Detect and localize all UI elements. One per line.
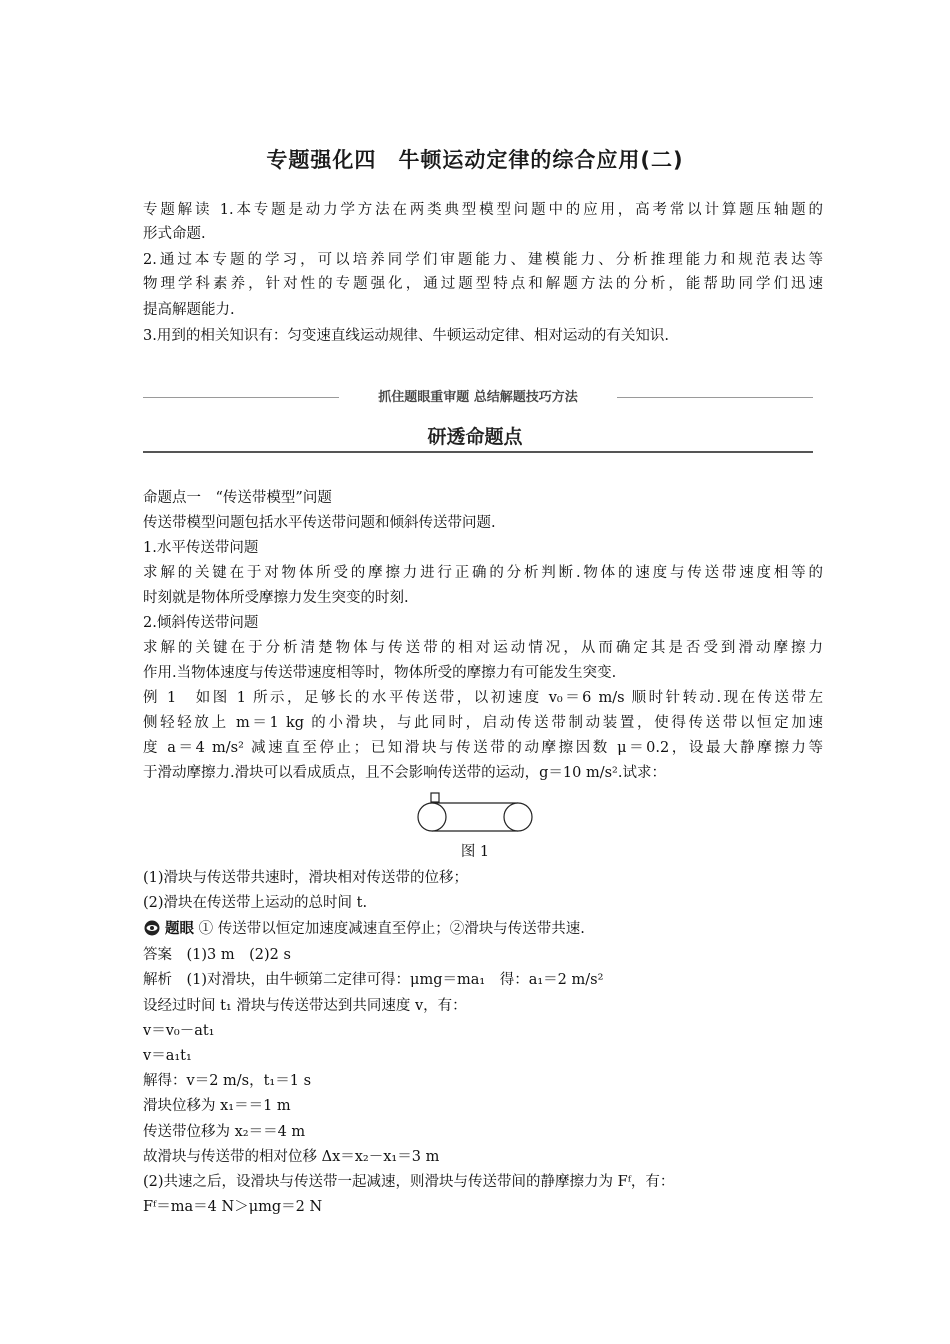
banner-text: 抓住题眼重审题 总结解题技巧方法 xyxy=(378,390,578,405)
intro-line-5: 提高解题能力. xyxy=(143,302,235,318)
body-line-5: 时刻就是物体所受摩擦力发生突变的时刻. xyxy=(143,590,409,606)
slider-block xyxy=(431,793,439,802)
tiyan-text: ① 传送带以恒定加速度减速直至停止；②滑块与传送带共速. xyxy=(198,921,585,937)
question-2: (2)滑块在传送带上运动的总时间 t. xyxy=(143,895,368,911)
body-line-7: 求解的关键在于分析清楚物体与传送带的相对运动情况，从而确定其是否受到滑动摩擦力 xyxy=(143,640,823,656)
solution-line-4: 滑块位移为 x₁＝＝1 m xyxy=(143,1098,291,1114)
example-line-4: 于滑动摩擦力.滑块可以看成质点，且不会影响传送带的运动，g＝10 m/s².试求： xyxy=(143,765,666,781)
body-line-1: 命题点一 “传送带模型”问题 xyxy=(143,490,332,506)
body-line-6: 2.倾斜传送带问题 xyxy=(143,615,259,631)
body-line-3: 1.水平传送带问题 xyxy=(143,540,259,556)
question-1: (1)滑块与传送带共速时，滑块相对传送带的位移； xyxy=(143,870,469,886)
tiyan-line xyxy=(143,917,823,941)
section-heading: 研透命题点 xyxy=(427,426,523,448)
page-title: 专题强化四 牛顿运动定律的综合应用(二) xyxy=(266,148,684,172)
figure-caption: 图 1 xyxy=(460,844,490,860)
example-line-1: 例 1 如图 1 所示，足够长的水平传送带，以初速度 v₀＝6 m/s 顺时针转动.现在传送带左 xyxy=(143,690,823,706)
conveyor-belt-figure xyxy=(412,792,538,840)
equation-2: v＝a₁t₁ xyxy=(143,1048,192,1064)
answer-line: 答案 (1)3 m (2)2 s xyxy=(143,947,291,963)
section-banner xyxy=(143,386,813,410)
solution-line-5: 传送带位移为 x₂＝＝4 m xyxy=(143,1124,306,1140)
section-divider xyxy=(143,451,813,453)
solution-line-3: 解得：v＝2 m/s，t₁＝1 s xyxy=(143,1073,312,1089)
solution-line-8: Fᶠ＝ma＝4 N＞μmg＝2 N xyxy=(143,1199,323,1215)
intro-line-1: 专题解读 1.本专题是动力学方法在两类典型模型问题中的应用，高考常以计算题压轴题的 xyxy=(143,202,823,218)
solution-line-7: (2)共速之后，设滑块与传送带一起减速，则滑块与传送带间的静摩擦力为 Fᶠ，有： xyxy=(143,1174,675,1190)
example-line-2: 侧轻轻放上 m＝1 kg 的小滑块，与此同时，启动传送带制动装置，使得传送带以恒定加速 xyxy=(143,715,823,731)
body-line-8: 作用.当物体速度与传送带速度相等时，物体所受的摩擦力有可能发生突变. xyxy=(143,665,617,681)
right-pulley xyxy=(504,803,532,831)
example-line-3: 度 a＝4 m/s² 减速直至停止；已知滑块与传送带的动摩擦因数 μ＝0.2，设最大静摩擦力等 xyxy=(143,740,823,756)
solution-line-2: 设经过时间 t₁ 滑块与传送带达到共同速度 v，有： xyxy=(143,998,467,1014)
intro-line-2: 形式命题. xyxy=(143,226,206,242)
tiyan-label: 题眼 xyxy=(165,921,194,937)
left-pulley xyxy=(418,803,446,831)
intro-line-3: 2.通过本专题的学习，可以培养同学们审题能力、建模能力、分析推理能力和规范表达等 xyxy=(143,252,823,268)
solution-line-1: 解析 (1)对滑块，由牛顿第二定律可得：μmg＝ma₁ 得：a₁＝2 m/s² xyxy=(143,972,604,988)
intro-line-4: 物理学科素养，针对性的专题强化，通过题型特点和解题方法的分析，能帮助同学们迅速 xyxy=(143,276,823,292)
banner-rule-right xyxy=(617,397,813,398)
equation-1: v＝v₀－at₁ xyxy=(143,1023,215,1039)
intro-line-6: 3.用到的相关知识有：匀变速直线运动规律、牛顿运动定律、相对运动的有关知识. xyxy=(143,328,669,344)
solution-line-6: 故滑块与传送带的相对位移 Δx＝x₂－x₁＝3 m xyxy=(143,1149,440,1165)
body-line-4: 求解的关键在于对物体所受的摩擦力进行正确的分析判断.物体的速度与传送带速度相等的 xyxy=(143,565,823,581)
eye-icon xyxy=(143,920,161,936)
body-line-2: 传送带模型问题包括水平传送带问题和倾斜传送带问题. xyxy=(143,515,496,531)
